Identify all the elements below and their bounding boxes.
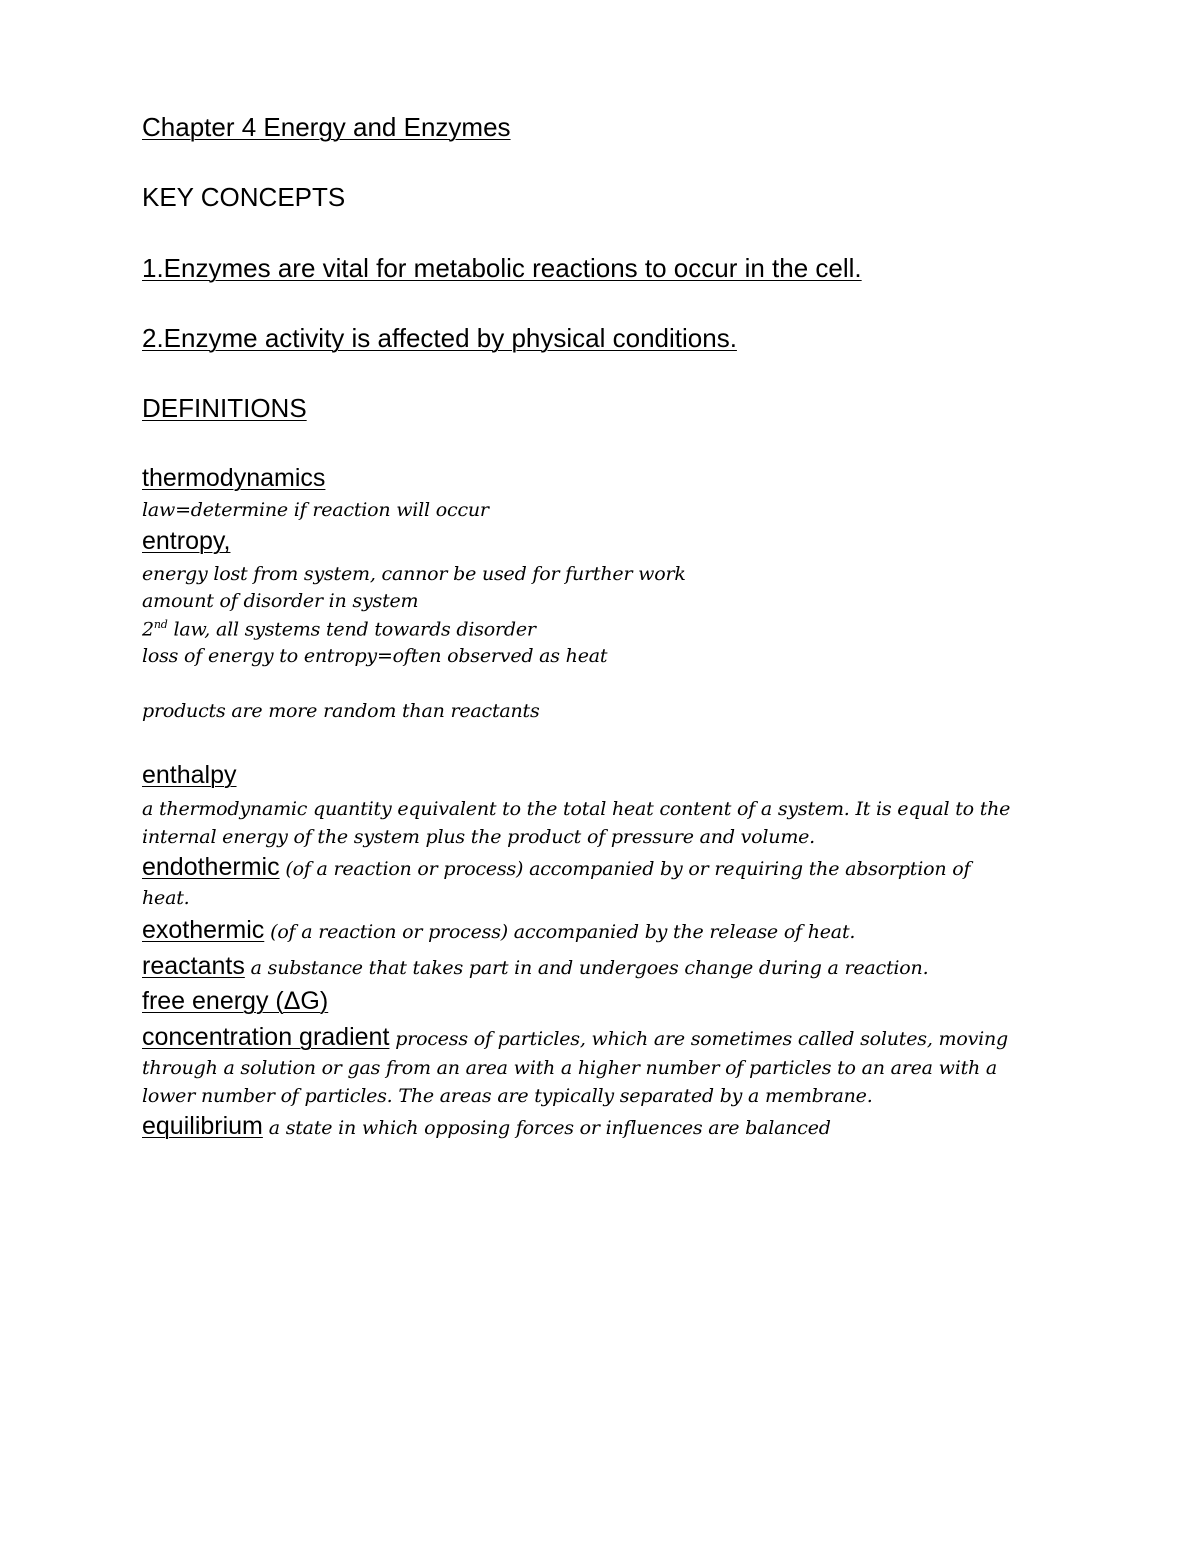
term-entropy: entropy,	[142, 527, 231, 555]
entry-concentration-gradient	[142, 1023, 1008, 1052]
term-endothermic: endothermic	[142, 853, 280, 881]
key-concept-2: 2.Enzyme activity is affected by physical conditions.	[142, 323, 737, 353]
definition-concentration-gradient-line-3: lower number of particles. The areas are typically separated by a membrane.	[142, 1085, 873, 1107]
definition-entropy-line-3-text: law, all systems tend towards disorder	[167, 618, 536, 641]
term-equilibrium: equilibrium	[142, 1112, 263, 1140]
entry-reactants	[142, 952, 928, 981]
definition-entropy-line-3	[142, 618, 536, 640]
definition-endothermic-line-2: heat.	[142, 887, 190, 909]
definition-endothermic-line-1: (of a reaction or process) accompanied by or requiring the absorption of	[279, 858, 971, 880]
entry-endothermic	[142, 853, 970, 882]
entry-exothermic	[142, 916, 855, 945]
definition-exothermic: (of a reaction or process) accompanied by the release of heat.	[264, 921, 856, 943]
ordinal-number: 2	[142, 618, 154, 641]
definition-concentration-gradient-line-2: through a solution or gas from an area with a higher number of particles to an area with a	[142, 1057, 998, 1079]
definition-enthalpy-line-2: internal energy of the system plus the product of pressure and volume.	[142, 826, 816, 848]
definition-reactants: a substance that takes part in and undergoes change during a reaction.	[244, 957, 929, 979]
key-concept-1: 1.Enzymes are vital for metabolic reactions to occur in the cell.	[142, 253, 862, 283]
term-exothermic: exothermic	[142, 916, 265, 944]
term-reactants: reactants	[142, 952, 245, 980]
ordinal-suffix: nd	[153, 618, 168, 631]
definition-thermodynamics: law=determine if reaction will occur	[142, 499, 489, 521]
term-thermodynamics: thermodynamics	[142, 464, 326, 492]
definition-enthalpy-line-1: a thermodynamic quantity equivalent to the total heat content of a system. It is equal to the	[142, 798, 1011, 820]
term-enthalpy: enthalpy	[142, 761, 237, 789]
definitions-heading: DEFINITIONS	[142, 393, 307, 423]
definition-entropy-line-1: energy lost from system, cannor be used for further work	[142, 563, 686, 585]
definition-entropy-line-2: amount of disorder in system	[142, 590, 419, 612]
definition-equilibrium: a state in which opposing forces or influences are balanced	[262, 1117, 831, 1139]
definition-entropy-line-4: loss of energy to entropy=often observed as heat	[142, 645, 608, 667]
page-title: Chapter 4 Energy and Enzymes	[142, 112, 511, 142]
term-concentration-gradient: concentration gradient	[142, 1023, 390, 1051]
term-free-energy: free energy (ΔG)	[142, 987, 329, 1015]
entry-equilibrium	[142, 1112, 831, 1141]
key-concepts-heading: KEY CONCEPTS	[142, 182, 346, 212]
definition-concentration-gradient-line-1: process of particles, which are sometimes called solutes, moving	[389, 1028, 1008, 1050]
definition-entropy-line-5: products are more random than reactants	[142, 700, 540, 722]
